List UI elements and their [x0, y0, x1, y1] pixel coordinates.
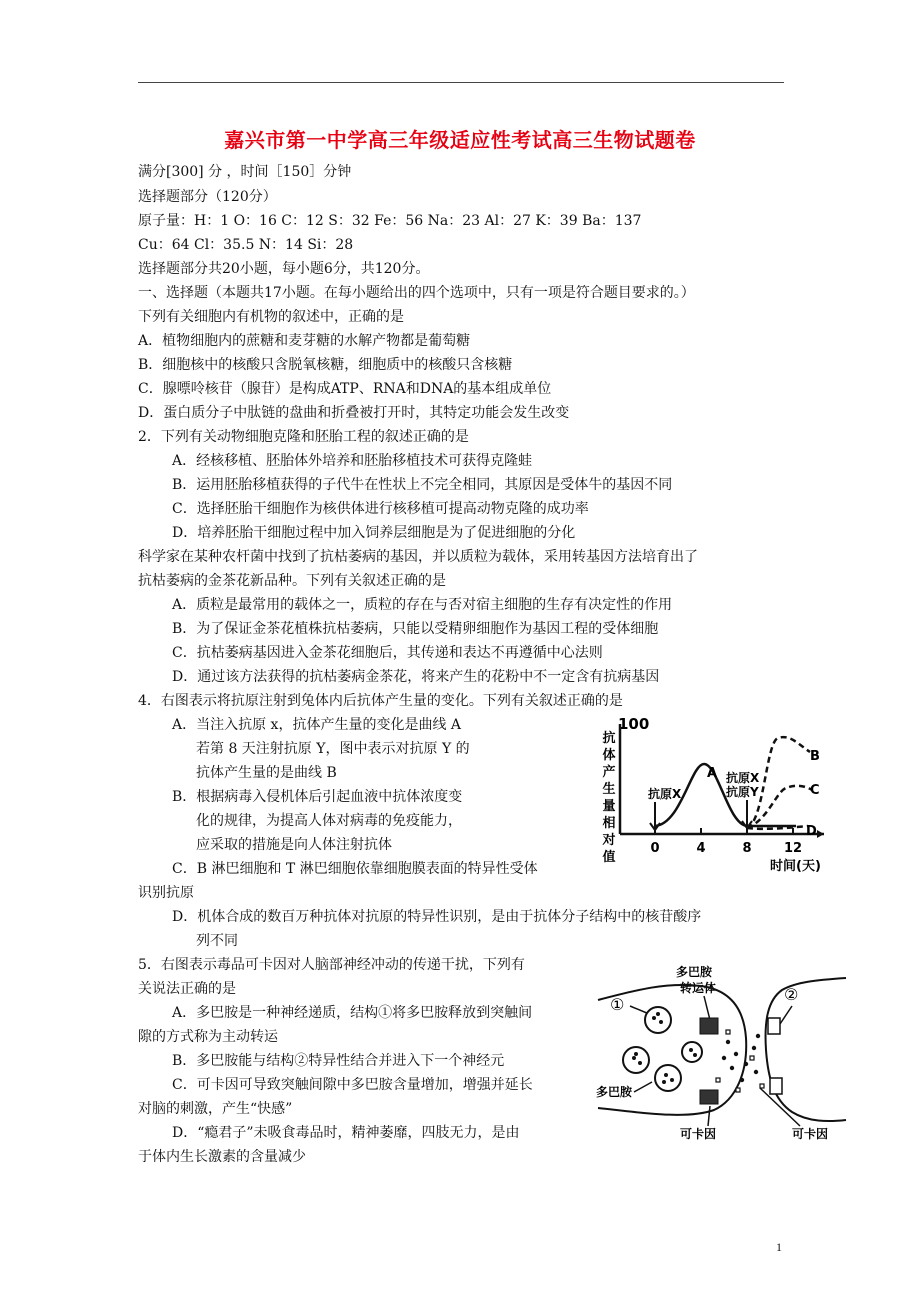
- antibody-graph: [596, 712, 828, 878]
- dopamine-particle: [734, 1052, 738, 1056]
- dopamine-particle: [662, 1080, 666, 1084]
- transporter-label-1: 多巴胺: [676, 965, 713, 979]
- q4-option-c-line1: C．B 淋巴细胞和 T 淋巴细胞依靠细胞膜表面的特异性受体: [172, 861, 538, 877]
- dopamine-particle: [740, 1078, 744, 1082]
- q5-option-c-line1: C．可卡因可导致突触间隙中多巴胺含量增加，增强并延长: [172, 1077, 533, 1093]
- y-axis-char: 产: [602, 765, 616, 780]
- q2-option-d: D．培养胚胎干细胞过程中加入饲养层细胞是为了促进细胞的分化: [172, 525, 576, 541]
- receptor-2-bottom: [770, 1078, 782, 1094]
- q3-stem-line1: 科学家在某种农杆菌中找到了抗枯萎病的基因，并以质粒为载体，采用转基因方法培育出了: [138, 549, 698, 565]
- q4-option-b-line3: 应采取的措施是向人体注射抗体: [196, 837, 392, 853]
- header-rule: [138, 82, 784, 83]
- page-title: 嘉兴市第一中学高三年级适应性考试高三生物试题卷: [224, 128, 696, 152]
- q3-option-d: D．通过该方法获得的抗枯萎病金茶花，将来产生的花粉中不一定含有抗病基因: [172, 669, 660, 685]
- q5-stem-line1: 5．右图表示毒品可卡因对人脑部神经冲动的传递干扰，下列有: [138, 957, 525, 973]
- cocaine-particle: [736, 1088, 740, 1092]
- q5-option-a-line2: 隙的方式称为主动转运: [138, 1029, 278, 1045]
- vesicle: [623, 1047, 649, 1073]
- y-axis-char: 值: [602, 850, 616, 865]
- dopamine-particle: [693, 1053, 697, 1057]
- q4-option-d-line2: 列不同: [196, 933, 238, 949]
- vesicle: [682, 1042, 702, 1062]
- x-tick-label-8: 8: [742, 841, 752, 856]
- q2-option-b: B．运用胚胎移植获得的子代牛在性状上不完全相同，其原因是受体牛的基因不同: [172, 477, 673, 493]
- q4-stem: 4．右图表示将抗原注射到兔体内后抗体产生量的变化。下列有关叙述正确的是: [138, 693, 623, 709]
- antigen-xy-label-1: 抗原X: [726, 771, 760, 785]
- dopamine-particle: [730, 1066, 734, 1070]
- atomic-masses-1: 原子量：H：1 O：16 C：12 S：32 Fe：56 Na：23 Al：27 K：39 Ba：137: [138, 213, 642, 229]
- q4-option-d-line1: D．机体合成的数百万种抗体对抗原的特异性识别，是由于抗体分子结构中的核苷酸序: [172, 909, 702, 925]
- dopamine-particle: [752, 1046, 756, 1050]
- q5-stem-line2: 关说法正确的是: [138, 981, 236, 997]
- structure-1-label: ①: [610, 995, 625, 1014]
- q4-option-c-line2: 识别抗原: [138, 885, 194, 901]
- y-axis-char: 量: [602, 799, 616, 814]
- q1-stem: 下列有关细胞内有机物的叙述中，正确的是: [138, 309, 404, 325]
- cocaine-blocked-transporter: [700, 1090, 718, 1104]
- q4-option-a-line2: 若第 8 天注射抗原 Y，图中表示对抗原 Y 的: [196, 741, 470, 757]
- y-axis-char: 抗: [602, 731, 616, 746]
- dopamine-label: 多巴胺: [596, 1085, 633, 1099]
- y-max-label: 100: [618, 715, 650, 733]
- cocaine-particle: [726, 1030, 730, 1034]
- count-note: 选择题部分共20小题，每小题6分，共120分。: [138, 261, 430, 277]
- postsynaptic-membrane: [766, 978, 846, 1121]
- y-axis-char: 相: [602, 816, 616, 831]
- antigen-x-label: 抗原X: [648, 787, 682, 801]
- cocaine-left-pointer: [708, 1106, 710, 1126]
- q4-option-b-line1: B．根据病毒入侵机体后引起血液中抗体浓度变: [172, 789, 463, 805]
- synapse-diagram: [596, 960, 850, 1160]
- q3-option-b: B．为了保证金茶花植株抗枯萎病，只能以受精卵细胞作为基因工程的受体细胞: [172, 621, 659, 637]
- score-time: 满分[300] 分 ，时间［150］分钟: [138, 164, 352, 180]
- cocaine-particle: [750, 1056, 754, 1060]
- q5-option-d-line2: 于体内生长激素的含量减少: [138, 1149, 306, 1165]
- dopamine-particle: [656, 1012, 660, 1016]
- curve-label-d: D: [806, 824, 817, 839]
- q3-stem-line2: 抗枯萎病的金茶花新品种。下列有关叙述正确的是: [138, 573, 446, 589]
- curve-label-c: C: [810, 783, 820, 798]
- q2-option-c: C．选择胚胎干细胞作为核供体进行核移植可提高动物克隆的成功率: [172, 501, 589, 517]
- q3-option-a: A．质粒是最常用的载体之一，质粒的存在与否对宿主细胞的生存有决定性的作用: [172, 597, 673, 613]
- dopamine-particle: [754, 1070, 758, 1074]
- q1-option-b: B．细胞核中的核酸只含脱氧核糖，细胞质中的核酸只含核糖: [138, 357, 513, 373]
- antigen-xy-label-2: 抗原Y: [726, 785, 759, 799]
- section-label: 选择题部分（120分）: [138, 189, 277, 205]
- cocaine-particle: [716, 1078, 720, 1082]
- q5-option-d-line1: D．“瘾君子”未吸食毒品时，精神萎靡，四肢无力，是由: [172, 1125, 520, 1141]
- dopamine-particle: [670, 1078, 674, 1082]
- dopamine-particle: [652, 1016, 656, 1020]
- dopamine-particle: [632, 1056, 636, 1060]
- x-tick-label-4: 4: [696, 841, 706, 856]
- vesicle: [645, 1007, 671, 1033]
- cocaine-label-right: 可卡因: [792, 1127, 829, 1141]
- dopamine-particle: [722, 1056, 726, 1060]
- x-axis-label: 时间(天): [770, 859, 821, 874]
- dopamine-particle: [689, 1048, 693, 1052]
- y-axis-label: [601, 730, 615, 865]
- q1-option-a: A．植物细胞内的蔗糖和麦芽糖的水解产物都是葡萄糖: [138, 333, 471, 349]
- q5-option-a-line1: A．多巴胺是一种神经递质，结构①将多巴胺释放到突触间: [172, 1005, 533, 1021]
- dopamine-particle: [659, 1020, 663, 1024]
- receptor-2-top: [768, 1018, 780, 1034]
- cocaine-label-left: 可卡因: [680, 1127, 717, 1141]
- page-number: 1: [776, 1240, 782, 1254]
- dopamine-particle: [726, 1040, 730, 1044]
- q1-option-d: D．蛋白质分子中肽链的盘曲和折叠被打开时，其特定功能会发生改变: [138, 405, 570, 421]
- q3-option-c: C．抗枯萎病基因进入金茶花细胞后，其传递和表达不再遵循中心法则: [172, 645, 603, 661]
- y-axis-char: 对: [602, 833, 616, 848]
- structure-2-label: ②: [784, 985, 799, 1004]
- q5-option-b: B．多巴胺能与结构②特异性结合并进入下一个神经元: [172, 1053, 505, 1069]
- q4-option-a-line3: 抗体产生量的是曲线 B: [196, 765, 337, 781]
- q1-option-c: C．腺嘌呤核苷（腺苷）是构成ATP、RNA和DNA的基本组成单位: [138, 381, 552, 397]
- x-tick-label-0: 0: [650, 841, 660, 856]
- vesicle: [655, 1065, 681, 1091]
- curve-label-a: A: [707, 766, 718, 781]
- dopamine-transporter: [700, 1018, 718, 1034]
- curve-label-b: B: [810, 749, 820, 764]
- x-axis-arrow: [817, 830, 824, 838]
- antigen-xy-arrow: [742, 800, 752, 828]
- dopamine-pointer: [634, 1082, 652, 1092]
- q2-stem: 2．下列有关动物细胞克隆和胚胎工程的叙述正确的是: [138, 429, 469, 445]
- q4-option-a-line1: A．当注入抗原 x，抗体产生量的变化是曲线 A: [172, 717, 462, 733]
- cocaine-particle: [760, 1084, 764, 1088]
- dopamine-particle: [664, 1073, 668, 1077]
- dopamine-particle: [756, 1034, 760, 1038]
- dopamine-particle: [634, 1052, 638, 1056]
- atomic-masses-2: Cu：64 Cl：35.5 N：14 Si：28: [138, 237, 354, 253]
- y-axis-char: 生: [602, 782, 616, 797]
- x-tick-label-12: 12: [783, 841, 803, 856]
- q5-option-c-line2: 对脑的刺激，产生“快感”: [138, 1101, 293, 1117]
- transporter-label-2: 转运体: [680, 981, 717, 995]
- structure-2-pointer: [780, 1006, 792, 1024]
- part-heading: 一、选择题（本题共17小题。在每小题给出的四个选项中，只有一项是符合题目要求的。）: [138, 285, 695, 301]
- antigen-x-arrow: [650, 802, 660, 830]
- dopamine-particle: [638, 1061, 642, 1065]
- q2-option-a: A．经核移植、胚胎体外培养和胚胎移植技术可获得克隆蛙: [172, 453, 533, 469]
- y-axis-char: 体: [602, 748, 616, 763]
- dopamine-particle: [744, 1062, 748, 1066]
- q4-option-b-line2: 化的规律，为提高人体对病毒的免疫能力，: [196, 813, 462, 829]
- transporter-pointer: [704, 996, 710, 1020]
